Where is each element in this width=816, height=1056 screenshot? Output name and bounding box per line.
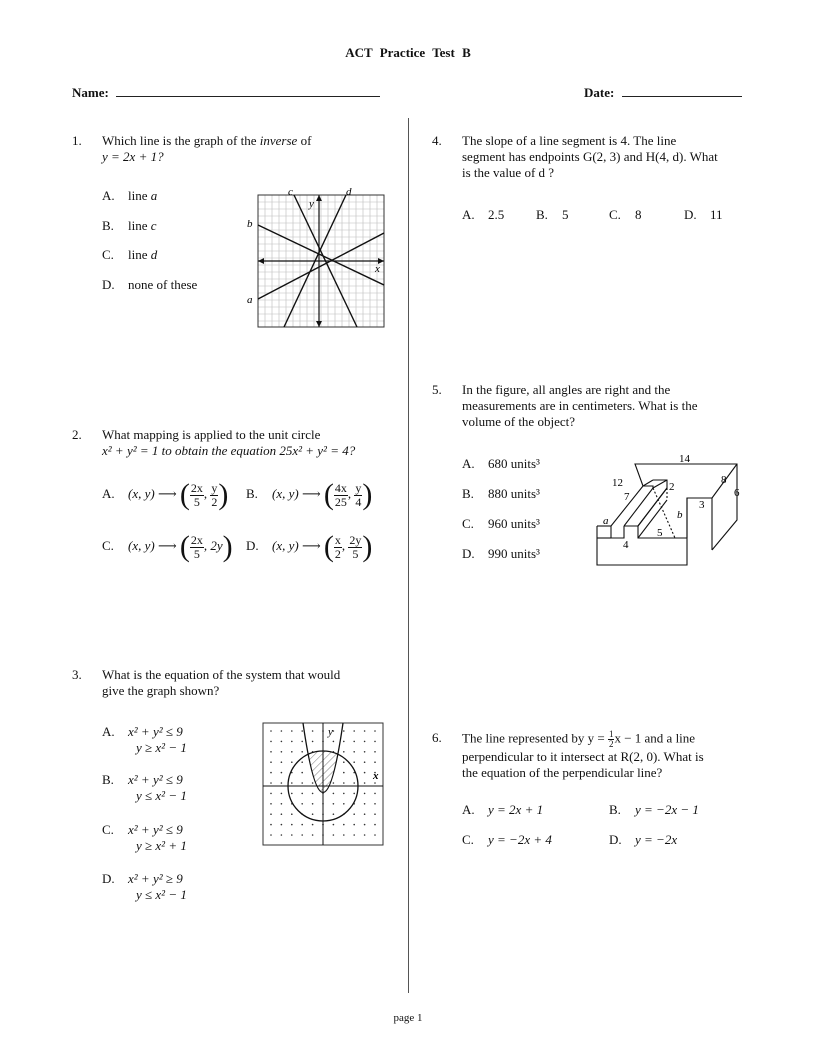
grid-dot [301, 741, 303, 743]
q5-option-c[interactable]: C. 960 units³ [462, 516, 540, 531]
grid-dot [301, 751, 303, 753]
grid-dot [291, 761, 293, 763]
q2-option-a[interactable]: A. (x, y) ⟶ ( $\frac{2x}{5}$ , $\frac{y}{2}$ ) [102, 478, 229, 511]
grid-dot [301, 824, 303, 826]
grid-dot [281, 793, 283, 795]
dim-b: b [677, 509, 683, 521]
grid-dot [312, 730, 314, 732]
graph-label-x: x [375, 263, 380, 275]
graph-label-y: y [309, 198, 314, 210]
grid-dot [312, 803, 314, 805]
q5-option-b[interactable]: B. 880 units³ [462, 486, 540, 501]
grid-dot [270, 803, 272, 805]
grid-dot [270, 751, 272, 753]
dim-6: 6 [734, 487, 740, 499]
dim-3: 3 [699, 499, 705, 511]
dim-2: 2 [669, 481, 675, 493]
grid-dot [312, 793, 314, 795]
grid-dot [364, 741, 366, 743]
q1-option-d[interactable]: D. none of these [102, 277, 198, 292]
grid-dot [353, 761, 355, 763]
grid-dot [270, 741, 272, 743]
question-number: 5. [432, 382, 442, 397]
q3-option-b[interactable]: B. x² + y² ≤ 9 y ≤ x² − 1 [102, 772, 187, 803]
grid-dot [374, 813, 376, 815]
grid-dot [364, 782, 366, 784]
q1-option-b[interactable]: B. line c [102, 218, 157, 233]
name-blank[interactable] [116, 84, 380, 97]
q3-option-c[interactable]: C. x² + y² ≤ 9 y ≥ x² + 1 [102, 822, 187, 853]
grid-dot [374, 741, 376, 743]
grid-dot [364, 730, 366, 732]
dim-8: 8 [721, 474, 727, 486]
grid-dot [333, 793, 335, 795]
question-5: 5. In the figure, all angles are right and the measurements are in centimeters. What is the volume of the object? [432, 382, 698, 429]
grid-dot [301, 834, 303, 836]
grid-dot [343, 803, 345, 805]
grid-dot [312, 782, 314, 784]
dim-a: a [603, 515, 609, 527]
grid-dot [312, 813, 314, 815]
grid-dot [364, 813, 366, 815]
grid-dot [301, 772, 303, 774]
dim-12: 12 [612, 477, 623, 489]
grid-dot [364, 761, 366, 763]
grid-dot [281, 803, 283, 805]
grid-dot [301, 761, 303, 763]
question-1: 1. Which line is the graph of the inverse of y = 2x + 1? [72, 133, 372, 165]
grid-dot [343, 834, 345, 836]
column-divider [408, 118, 409, 993]
grid-dot [270, 834, 272, 836]
grid-dot [291, 751, 293, 753]
q5-option-d[interactable]: D. 990 units³ [462, 546, 540, 561]
q6-option-c[interactable]: C. y = −2x + 4 [462, 832, 552, 847]
grid-dot [270, 793, 272, 795]
name-field [72, 84, 380, 101]
dim-7: 7 [624, 491, 630, 503]
q1-graph [244, 185, 394, 330]
graph-label-d: d [346, 186, 352, 198]
grid-dot [364, 834, 366, 836]
q2-option-c[interactable]: C. (x, y) ⟶ ( $\frac{2x}{5}$ , 2y) [102, 530, 233, 563]
question-number: 3. [72, 667, 82, 682]
grid-dot [281, 834, 283, 836]
grid-dot [333, 803, 335, 805]
grid-dot [291, 793, 293, 795]
q6-option-d[interactable]: D. y = −2x [609, 832, 678, 847]
graph-label-y: y [328, 726, 333, 738]
dim-5: 5 [657, 527, 663, 539]
grid-dot [281, 741, 283, 743]
date-blank[interactable] [622, 84, 742, 97]
grid-dot [374, 730, 376, 732]
grid-dot [343, 730, 345, 732]
grid-dot [270, 761, 272, 763]
grid-dot [301, 803, 303, 805]
question-number: 2. [72, 427, 82, 442]
grid-dot [343, 741, 345, 743]
grid-dot [291, 782, 293, 784]
question-number: 1. [72, 133, 82, 148]
page-title: ACT Practice Test B [345, 45, 471, 60]
question-3: 3. What is the equation of the system that would give the graph shown? [72, 667, 341, 698]
grid-dot [353, 824, 355, 826]
q3-graph [262, 722, 384, 846]
question-equation: y = 2x + 1? [102, 149, 164, 164]
grid-dot [301, 730, 303, 732]
grid-dot [291, 813, 293, 815]
grid-dot [333, 741, 335, 743]
grid-dot [333, 782, 335, 784]
grid-dot [364, 793, 366, 795]
grid-dot [343, 772, 345, 774]
grid-dot [343, 782, 345, 784]
grid-dot [343, 751, 345, 753]
grid-dot [312, 824, 314, 826]
grid-dot [270, 813, 272, 815]
grid-dot [333, 834, 335, 836]
grid-dot [374, 793, 376, 795]
q1-option-a[interactable]: A. line a [102, 188, 158, 203]
grid-dot [270, 730, 272, 732]
q4-option-c[interactable]: C. 8 [609, 207, 642, 222]
graph-label-x: x [373, 770, 379, 782]
grid-dot [374, 751, 376, 753]
grid-dot [343, 761, 345, 763]
grid-dot [281, 730, 283, 732]
grid-dot [270, 772, 272, 774]
question-6: 6. The line represented by y = $\frac{1}{2}$ x − 1 and a line perpendicular to it intersect at R(2, 0). What is the equation of the perpendicular line? [432, 729, 704, 780]
graph-label-a: a [247, 294, 253, 306]
grid-dot [291, 834, 293, 836]
grid-dot [281, 813, 283, 815]
name-label: Name: [72, 85, 109, 100]
grid-dot [333, 813, 335, 815]
grid-dot [364, 803, 366, 805]
grid-dot [353, 782, 355, 784]
grid-dot [312, 834, 314, 836]
grid-dot [353, 751, 355, 753]
grid-dot [291, 730, 293, 732]
grid-dot [374, 761, 376, 763]
grid-dot [364, 772, 366, 774]
grid-dot [291, 824, 293, 826]
grid-dot [281, 782, 283, 784]
date-label: Date: [584, 85, 615, 100]
page-number: page 1 [393, 1012, 423, 1024]
q1-option-c[interactable]: C. line d [102, 247, 158, 262]
question-number: 6. [432, 730, 442, 746]
date-field [584, 84, 742, 101]
grid-dot [281, 824, 283, 826]
q2-option-b[interactable]: B. (x, y) ⟶ ( $\frac{4x}{25}$ , $\frac{y}{4}$ ) [246, 478, 373, 511]
q4-option-d[interactable]: D. 11 [684, 207, 723, 222]
grid-dot [353, 741, 355, 743]
q6-option-b[interactable]: B. y = −2x − 1 [609, 802, 699, 817]
grid-dot [353, 834, 355, 836]
grid-dot [301, 793, 303, 795]
grid-dot [364, 824, 366, 826]
q2-option-d[interactable]: D. (x, y) ⟶ ( $\frac{x}{2}$ , $\frac{2y}{5}$ ) [246, 530, 373, 563]
q5-figure [595, 450, 745, 570]
dim-4: 4 [623, 539, 629, 551]
grid-dot [281, 761, 283, 763]
graph-label-b: b [247, 218, 253, 230]
q4-option-a[interactable]: A. 2.5 [462, 207, 505, 222]
grid-dot [281, 751, 283, 753]
grid-dot [281, 772, 283, 774]
grid-dot [353, 793, 355, 795]
grid-dot [333, 824, 335, 826]
question-2: 2. What mapping is applied to the unit circle x² + y² = 1 to obtain the equation 25x² + y² = 4? [72, 427, 356, 458]
question-4: 4. The slope of a line segment is 4. The line segment has endpoints G(2, 3) and H(4, d). What is the value of d ? [432, 133, 718, 180]
grid-dot [301, 782, 303, 784]
grid-dot [374, 782, 376, 784]
question-number: 4. [432, 133, 442, 148]
q4-option-b[interactable]: B. 5 [536, 207, 569, 222]
grid-dot [270, 782, 272, 784]
grid-dot [291, 741, 293, 743]
grid-dot [270, 824, 272, 826]
grid-dot [343, 824, 345, 826]
grid-dot [374, 834, 376, 836]
grid-dot [374, 803, 376, 805]
grid-dot [353, 730, 355, 732]
grid-dot [364, 751, 366, 753]
q3-option-a[interactable]: A. x² + y² ≤ 9 y ≥ x² − 1 [102, 724, 187, 755]
grid-dot [353, 813, 355, 815]
grid-dot [312, 741, 314, 743]
q3-option-d[interactable]: D. x² + y² ≥ 9 y ≤ x² − 1 [102, 871, 187, 902]
grid-dot [374, 824, 376, 826]
q5-option-a[interactable]: A. 680 units³ [462, 456, 540, 471]
q6-option-a[interactable]: A. y = 2x + 1 [462, 802, 544, 817]
grid-dot [343, 793, 345, 795]
graph-label-c: c [288, 186, 293, 198]
dim-14: 14 [679, 453, 690, 465]
